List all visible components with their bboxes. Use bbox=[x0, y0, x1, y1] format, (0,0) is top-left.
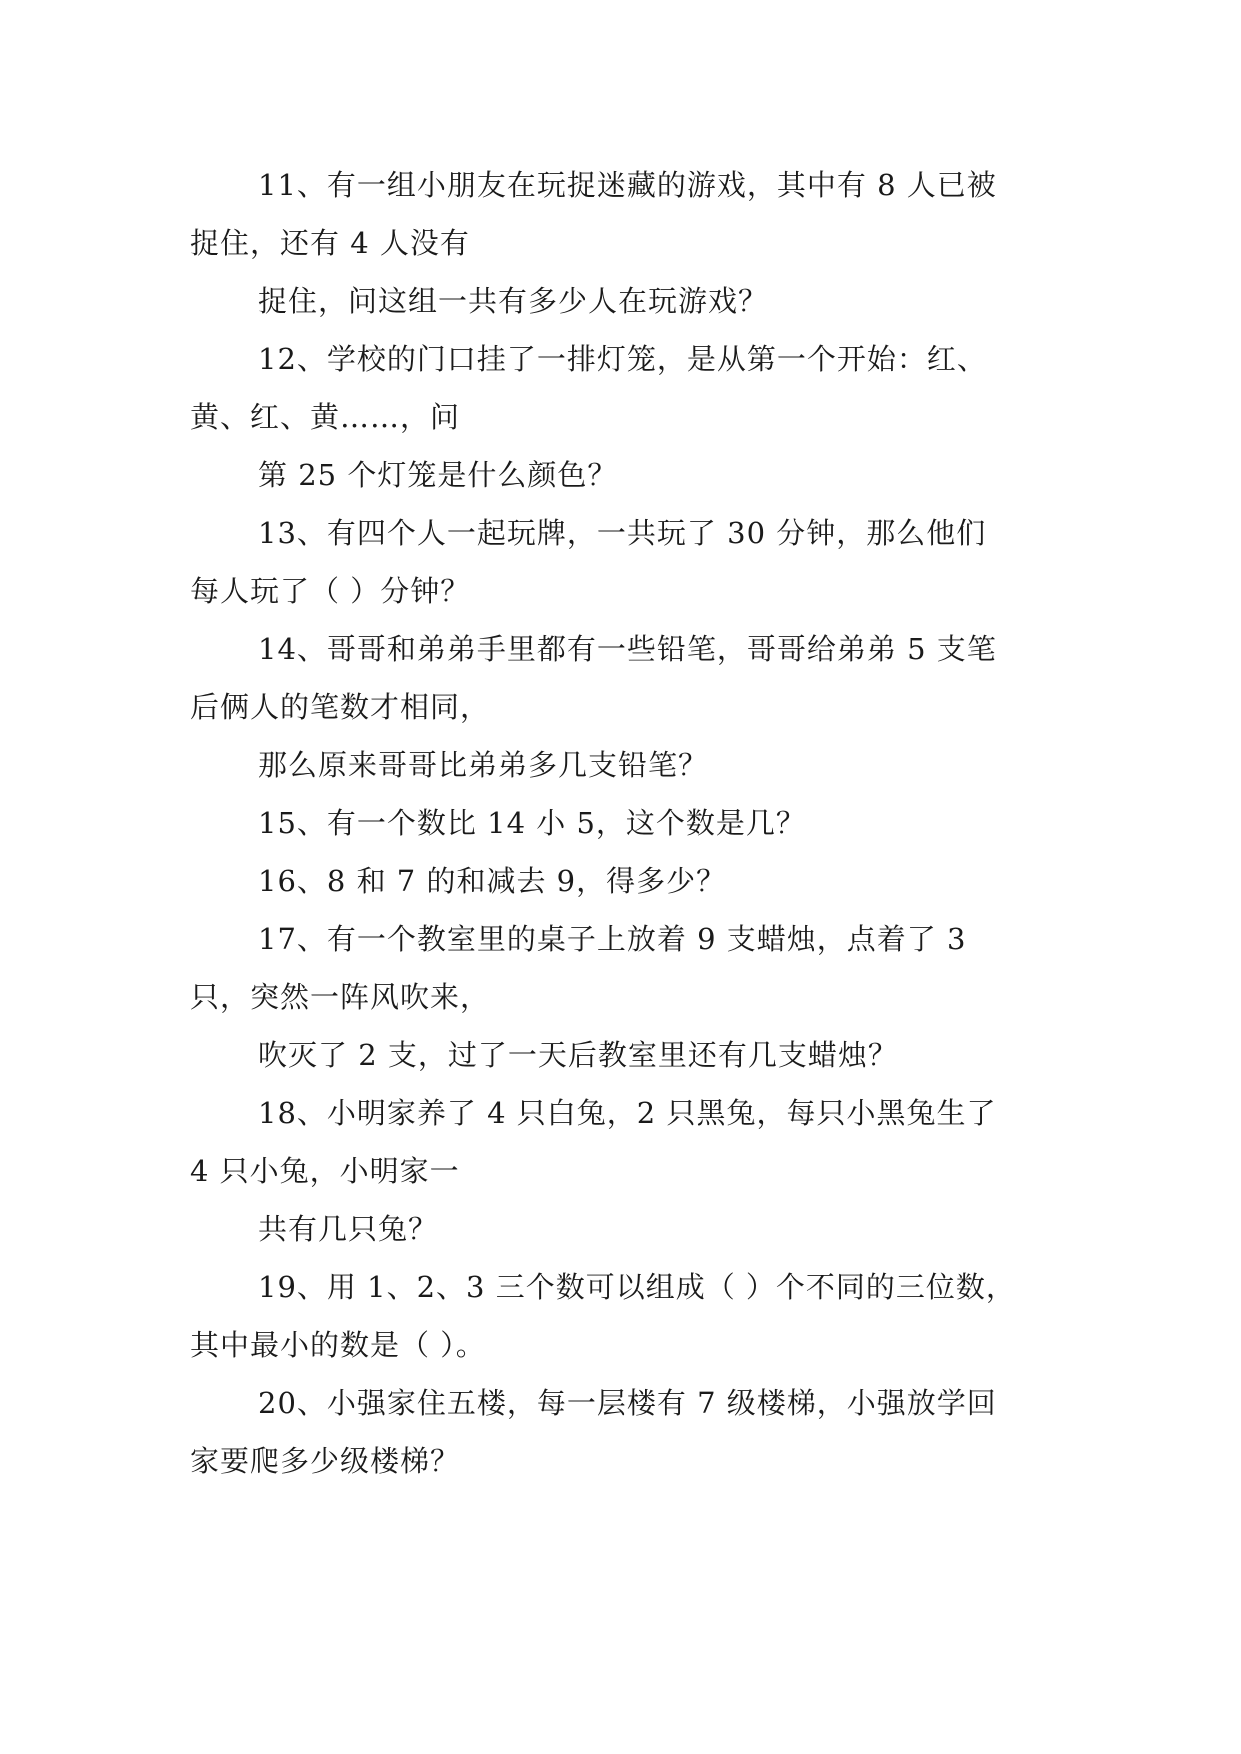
text-line: 17、有一个教室里的桌子上放着 9 支蜡烛，点着了 3 bbox=[258, 922, 967, 956]
text-line: 捉住，还有 4 人没有 bbox=[190, 226, 470, 260]
text-line: 14、哥哥和弟弟手里都有一些铅笔，哥哥给弟弟 5 支笔 bbox=[258, 632, 997, 666]
text-line: 13、有四个人一起玩牌，一共玩了 30 分钟，那么他们 bbox=[258, 516, 987, 550]
text-line: 捉住，问这组一共有多少人在玩游戏？ bbox=[258, 284, 769, 318]
text-line: 其中最小的数是（ ）。 bbox=[190, 1328, 486, 1362]
text-line: 每人玩了（ ）分钟？ bbox=[190, 574, 471, 608]
text-line: 15、有一个数比 14 小 5，这个数是几？ bbox=[258, 806, 806, 840]
text-line: 4 只小兔，小明家一 bbox=[190, 1154, 460, 1188]
text-line: 那么原来哥哥比弟弟多几支铅笔？ bbox=[258, 748, 709, 782]
text-line: 19、用 1、2、3 三个数可以组成（ ）个不同的三位数， bbox=[258, 1270, 1016, 1304]
text-line: 只，突然一阵风吹来， bbox=[190, 980, 491, 1014]
text-line: 家要爬多少级楼梯？ bbox=[190, 1444, 461, 1478]
text-line: 共有几只兔？ bbox=[258, 1212, 439, 1246]
text-line: 18、小明家养了 4 只白兔，2 只黑兔，每只小黑兔生了 bbox=[258, 1096, 997, 1130]
text-line: 黄、红、黄……，问 bbox=[190, 400, 461, 434]
text-line: 20、小强家住五楼，每一层楼有 7 级楼梯，小强放学回 bbox=[258, 1386, 997, 1420]
text-line: 12、学校的门口挂了一排灯笼，是从第一个开始：红、 bbox=[258, 342, 987, 376]
text-line: 11、有一组小朋友在玩捉迷藏的游戏，其中有 8 人已被 bbox=[258, 168, 997, 202]
text-line: 第 25 个灯笼是什么颜色？ bbox=[258, 458, 618, 492]
text-line: 后俩人的笔数才相同， bbox=[190, 690, 491, 724]
text-line: 16、8 和 7 的和减去 9，得多少？ bbox=[258, 864, 727, 898]
text-line: 吹灭了 2 支，过了一天后教室里还有几支蜡烛？ bbox=[258, 1038, 898, 1072]
